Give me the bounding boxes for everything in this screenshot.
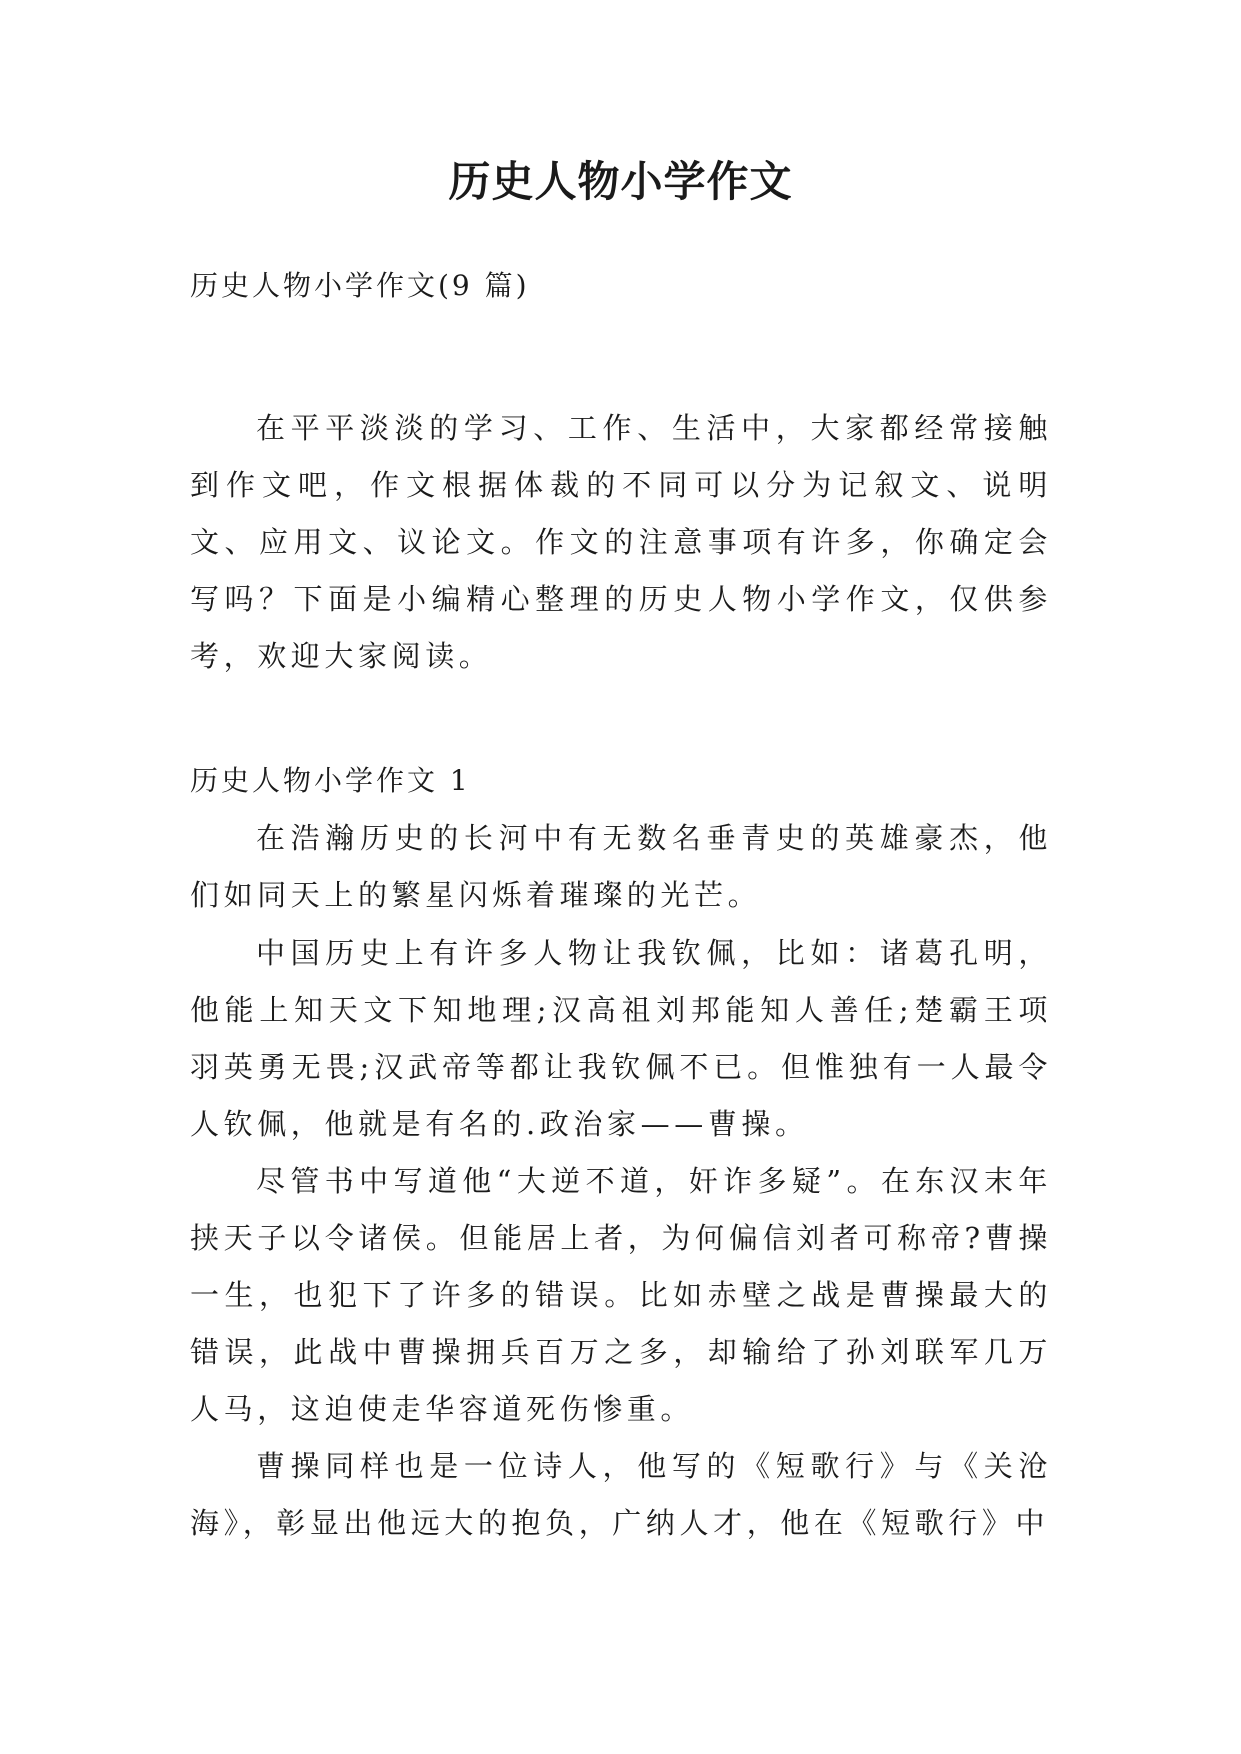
body-paragraph: 曹操同样也是一位诗人，他写的《短歌行》与《关沧海》，彰显出他远大的抱负，广纳人才，他在《短歌行》中 [190, 1449, 1052, 1540]
document-title: 历史人物小学作文 [448, 157, 793, 206]
body-paragraph: 在浩瀚历史的长河中有无数名垂青史的英雄豪杰，他们如同天上的繁星闪烁着璀璨的光芒。 [190, 821, 1052, 912]
intro-paragraph: 在平平淡淡的学习、工作、生活中，大家都经常接触到作文吧，作文根据体裁的不同可以分为记叙文、说明文、应用文、议论文。作文的注意事项有许多，你确定会写吗？下面是小编精心整理的历史人物小学作文，仅供参考，欢迎大家阅读。 [190, 411, 1052, 673]
document-subtitle: 历史人物小学作文(9 篇) [190, 269, 530, 302]
section-heading: 历史人物小学作文 1 [190, 764, 471, 797]
body-paragraph: 尽管书中写道他“大逆不道，奸诈多疑”。在东汉末年挟天子以令诸侯。但能居上者，为何偏信刘者可称帝?曹操一生，也犯下了许多的错误。比如赤壁之战是曹操最大的错误，此战中曹操拥兵百万之多，却输给了孙刘联军几万人马，这迫使走华容道死伤惨重。 [190, 1164, 1052, 1426]
body-paragraph: 中国历史上有许多人物让我钦佩，比如：诸葛孔明，他能上知天文下知地理;汉高祖刘邦能知人善任;楚霸王项羽英勇无畏;汉武帝等都让我钦佩不已。但惟独有一人最令人钦佩，他就是有名的.政治家——曹操。 [190, 936, 1052, 1141]
